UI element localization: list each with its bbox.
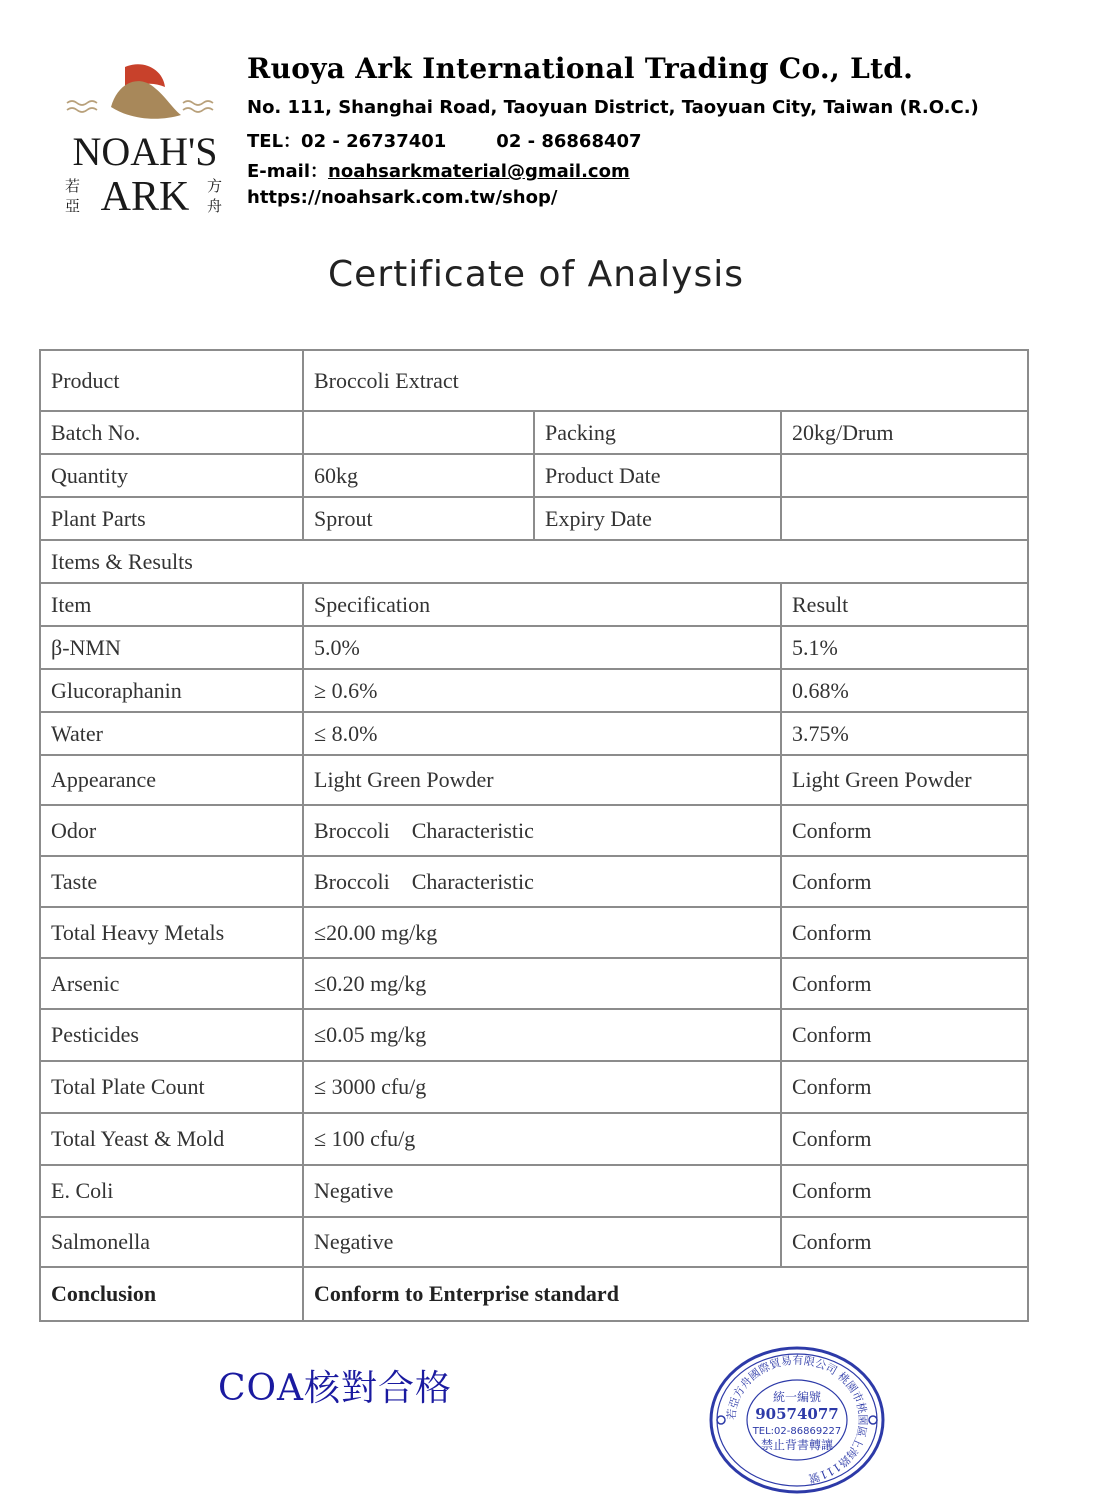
spec-cell: Broccoli Characteristic [303, 805, 781, 856]
item-cell: Total Heavy Metals [40, 907, 303, 958]
seal-flower-right-icon [869, 1416, 877, 1424]
conclusion-label: Conclusion [40, 1267, 303, 1321]
table-row [40, 1217, 1028, 1267]
item-cell: Arsenic [40, 958, 303, 1009]
product-date-value [781, 454, 1028, 497]
table-row [40, 907, 1028, 958]
batch-label: Batch No. [40, 411, 303, 454]
spec-cell: Negative [303, 1165, 781, 1217]
batch-row [40, 411, 1028, 454]
approval-note: COA核對合格 [218, 1368, 453, 1409]
email-link[interactable]: noahsarkmaterial@gmail.com [328, 161, 630, 182]
result-cell: Conform [781, 1165, 1028, 1217]
table-row [40, 958, 1028, 1009]
tel-number-1: 02 - 26737401 [301, 131, 447, 152]
spec-cell: Light Green Powder [303, 755, 781, 805]
logo-brand-bottom: ARK [100, 174, 190, 220]
expiry-date-label: Expiry Date [534, 497, 781, 540]
specification-header: Specification [303, 583, 781, 626]
quantity-value: 60kg [303, 454, 534, 497]
spec-cell: ≤ 100 cfu/g [303, 1113, 781, 1165]
table-row [40, 1113, 1028, 1165]
logo-char-right-2: 舟 [207, 197, 223, 215]
quantity-label: Quantity [40, 454, 303, 497]
product-value: Broccoli Extract [303, 350, 1028, 411]
result-cell: Conform [781, 1113, 1028, 1165]
company-email-line [247, 157, 979, 181]
items-results-heading: Items & Results [40, 540, 1028, 583]
batch-value [303, 411, 534, 454]
result-cell: Conform [781, 1061, 1028, 1113]
spec-cell: Broccoli Characteristic [303, 856, 781, 907]
spec-cell: ≥ 0.6% [303, 669, 781, 712]
seal-line-2: 90574077 [755, 1405, 839, 1423]
spec-cell: ≤0.20 mg/kg [303, 958, 781, 1009]
table-row [40, 712, 1028, 755]
results-header-row [40, 583, 1028, 626]
item-header: Item [40, 583, 303, 626]
seal-line-1: 統一編號 [772, 1390, 822, 1404]
table-row [40, 1165, 1028, 1217]
tel-number-2: 02 - 86868407 [496, 131, 642, 152]
expiry-date-value [781, 497, 1028, 540]
table-row [40, 755, 1028, 805]
coa-table [39, 349, 1029, 1322]
spec-cell: ≤0.05 mg/kg [303, 1009, 781, 1061]
item-cell: Total Yeast & Mold [40, 1113, 303, 1165]
email-label: E-mail： [247, 161, 329, 182]
plant-parts-row [40, 497, 1028, 540]
item-cell: Salmonella [40, 1217, 303, 1267]
item-cell: E. Coli [40, 1165, 303, 1217]
website-link[interactable]: https://noahsark.com.tw/shop/ [247, 187, 558, 208]
spec-cell: ≤20.00 mg/kg [303, 907, 781, 958]
conclusion-value: Conform to Enterprise standard [303, 1267, 1028, 1321]
packing-label: Packing [534, 411, 781, 454]
item-cell: β-NMN [40, 626, 303, 669]
company-address: No. 111, Shanghai Road, Taoyuan District, Taoyuan City, Taiwan (R.O.C.) [247, 97, 979, 118]
item-cell: Odor [40, 805, 303, 856]
wave-left-icon [67, 101, 97, 112]
tel-label: TEL： [247, 131, 302, 152]
plant-parts-value: Sprout [303, 497, 534, 540]
logo-brand-top: NOAH'S [72, 129, 218, 174]
plant-parts-label: Plant Parts [40, 497, 303, 540]
packing-value: 20kg/Drum [781, 411, 1028, 454]
result-cell: 5.1% [781, 626, 1028, 669]
spec-cell: ≤ 8.0% [303, 712, 781, 755]
table-row [40, 626, 1028, 669]
seal-line-4: 禁止背書轉讓 [760, 1438, 834, 1452]
result-cell: 3.75% [781, 712, 1028, 755]
result-cell: Light Green Powder [781, 755, 1028, 805]
result-cell: Conform [781, 856, 1028, 907]
company-header [247, 52, 979, 211]
result-header: Result [781, 583, 1028, 626]
table-row [40, 1009, 1028, 1061]
company-phone-line [247, 127, 979, 151]
result-cell: Conform [781, 907, 1028, 958]
spec-cell: ≤ 3000 cfu/g [303, 1061, 781, 1113]
ship-hull-icon [111, 81, 181, 119]
document-title: Certificate of Analysis [328, 254, 744, 295]
company-seal [707, 1345, 887, 1495]
result-cell: Conform [781, 805, 1028, 856]
item-cell: Glucoraphanin [40, 669, 303, 712]
product-date-label: Product Date [534, 454, 781, 497]
result-cell: Conform [781, 958, 1028, 1009]
item-cell: Appearance [40, 755, 303, 805]
company-name: Ruoya Ark International Trading Co., Ltd. [247, 52, 914, 85]
noahs-ark-logo [55, 55, 235, 225]
conclusion-row [40, 1267, 1028, 1321]
item-cell: Taste [40, 856, 303, 907]
table-row [40, 1061, 1028, 1113]
quantity-row [40, 454, 1028, 497]
table-row [40, 669, 1028, 712]
wave-right-icon [183, 101, 213, 112]
result-cell: Conform [781, 1217, 1028, 1267]
seal-flower-left-icon [717, 1416, 725, 1424]
spec-cell: Negative [303, 1217, 781, 1267]
item-cell: Total Plate Count [40, 1061, 303, 1113]
table-row [40, 805, 1028, 856]
seal-line-3: TEL:02-86869227 [752, 1426, 842, 1437]
result-cell: Conform [781, 1009, 1028, 1061]
logo-char-left-1: 若 [65, 177, 81, 195]
logo-char-left-2: 亞 [65, 197, 81, 215]
product-row [40, 350, 1028, 411]
item-cell: Water [40, 712, 303, 755]
result-cell: 0.68% [781, 669, 1028, 712]
spec-cell: 5.0% [303, 626, 781, 669]
items-results-row [40, 540, 1028, 583]
logo-char-right-1: 方 [207, 177, 223, 195]
table-row [40, 856, 1028, 907]
seal-ring-text: 若亞方舟國際貿易有限公司 桃園市桃園區上海路111號 [724, 1353, 870, 1486]
item-cell: Pesticides [40, 1009, 303, 1061]
product-label: Product [40, 350, 303, 411]
